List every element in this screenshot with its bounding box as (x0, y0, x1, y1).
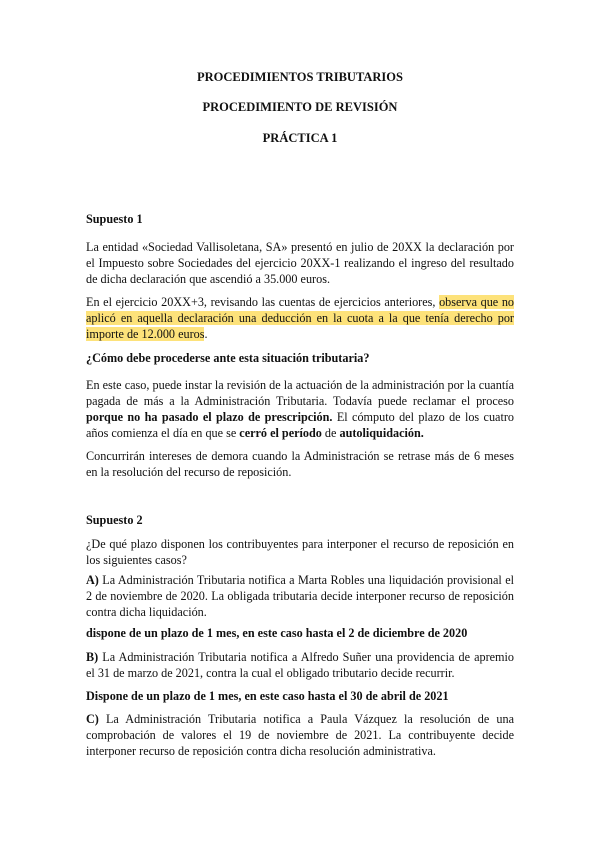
doc-title: PROCEDIMIENTOS TRIBUTARIOS (197, 70, 403, 84)
paragraph-2-end: . (204, 327, 208, 341)
answer-text: En este caso, puede instar la revisión de la actuación de la administración por la cuantía pagada de más a la Administración Tributaria. Todavía puede reclamar el proceso (86, 378, 514, 408)
answer-text-3: de (321, 426, 340, 440)
answer-bold: porque no ha pasado el plazo de prescripción. (86, 410, 333, 424)
answer-text-2: El cómputo del plazo de los cuatro años comienza el día en que se (86, 410, 514, 440)
supuesto-1-answer-2: Concurrirán intereses de demora cuando la Administración se retrase más de 6 meses en la resolución del recurso de reposición. (86, 449, 514, 479)
supuesto-2-heading: Supuesto 2 (86, 513, 143, 527)
answer-bold-2: cerró el período (239, 426, 322, 440)
supuesto-1-question: ¿Cómo debe procederse ante esta situación tributaria? (86, 351, 370, 365)
case-a-text: La Administración Tributaria notifica a Marta Robles una liquidación provisional el 2 de noviembre de 2020. La obligada tributaria decide interponer recurso de reposición contra dicha liquidación. (86, 573, 514, 619)
case-b-text: La Administración Tributaria notifica a Alfredo Suñer una providencia de apremio el 31 de marzo de 2021, contra la cual el obligado tributario decide recurrir. (86, 650, 514, 680)
supuesto-2-intro: ¿De qué plazo disponen los contribuyentes para interponer el recurso de reposición en los siguientes casos? (86, 537, 514, 567)
case-c-label: C) (86, 712, 99, 726)
answer-bold-3: autoliquidación. (339, 426, 424, 440)
supuesto-1-paragraph-2 (86, 294, 514, 342)
doc-subtitle: PROCEDIMIENTO DE REVISIÓN (202, 100, 398, 114)
case-b (86, 649, 514, 681)
case-c (86, 711, 514, 759)
case-a-label: A) (86, 573, 99, 587)
supuesto-1-paragraph-1: La entidad «Sociedad Vallisoletana, SA» presentó en julio de 20XX la declaración por el Impuesto sobre Sociedades del ejercicio 20XX-1 realizando el ingreso del resultado de dicha declaración que ascendió a 35.000 euros. (86, 240, 514, 286)
case-b-label: B) (86, 650, 99, 664)
highlighted-text: observa que no aplicó en aquella declaración una deducción en la cuota a la que tenía derecho por importe de 12.000 euros (86, 295, 515, 341)
practice-title: PRÁCTICA 1 (262, 131, 338, 145)
case-b-answer: Dispone de un plazo de 1 mes, en este caso hasta el 30 de abril de 2021 (86, 689, 449, 703)
case-a-answer: dispone de un plazo de 1 mes, en este caso hasta el 2 de diciembre de 2020 (86, 626, 468, 640)
case-c-text: La Administración Tributaria notifica a Paula Vázquez la resolución de una comprobación de valores el 19 de noviembre de 2021. La contribuyente decide interponer recurso de reposición contra dicha resolución administrativa. (86, 712, 514, 758)
supuesto-1-heading: Supuesto 1 (86, 212, 143, 226)
case-a (86, 572, 514, 620)
supuesto-1-answer-1 (86, 377, 514, 441)
paragraph-2-text: En el ejercicio 20XX+3, revisando las cuentas de ejercicios anteriores, (86, 295, 440, 309)
